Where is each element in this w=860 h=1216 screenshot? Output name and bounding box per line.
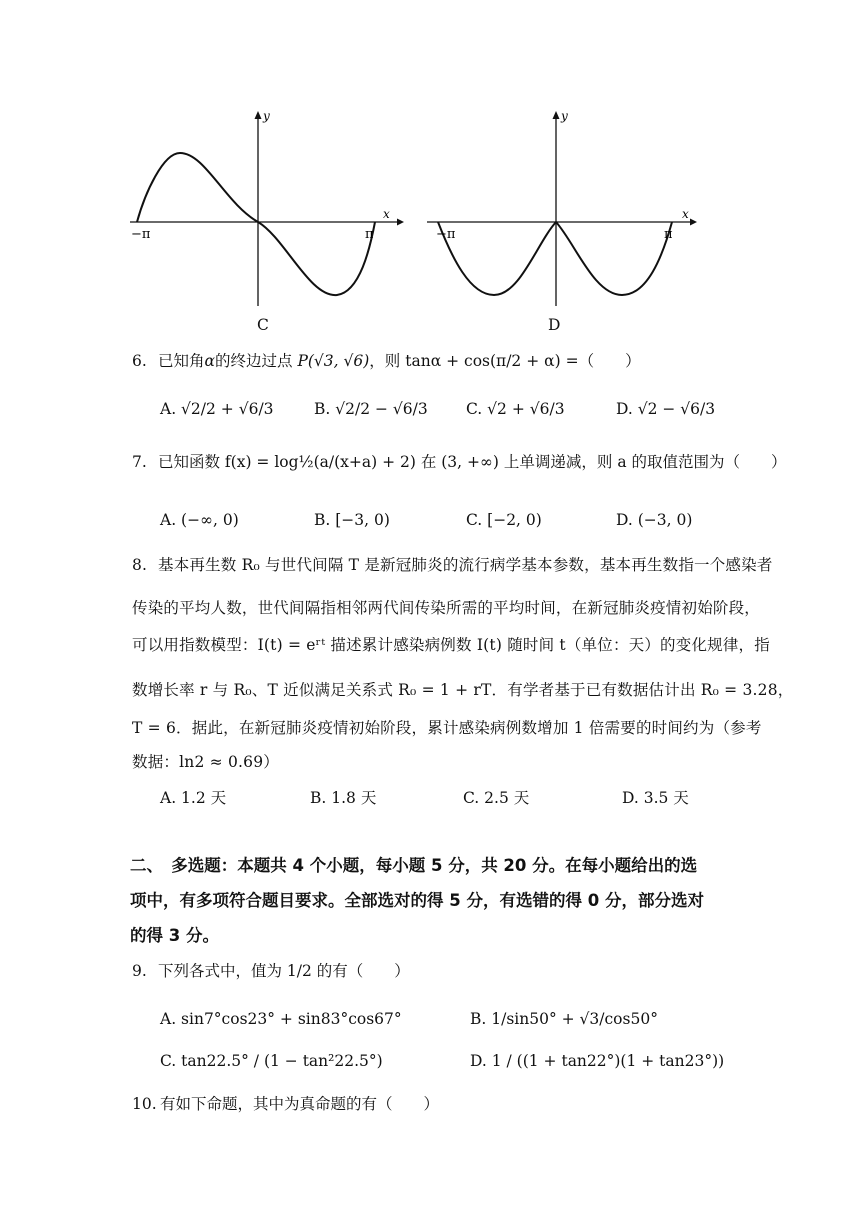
neg-pi-label: −π bbox=[436, 227, 456, 242]
y-axis-label: y bbox=[263, 109, 270, 123]
x-axis-label: x bbox=[682, 207, 689, 221]
curve-d bbox=[438, 222, 672, 295]
q9-number: 9. bbox=[132, 962, 147, 980]
q6-stem bbox=[158, 350, 641, 372]
section-2-line-1: 二、 多选题：本题共 4 个小题，每小题 5 分，共 20 分。在每小题给出的选 bbox=[130, 856, 698, 875]
q6-number: 6. bbox=[132, 352, 147, 370]
q6-option-d[interactable]: D. √2 − √6/3 bbox=[616, 400, 716, 418]
q9-option-d[interactable]: D. 1 / ((1 + tan22°)(1 + tan23°)) bbox=[470, 1052, 725, 1070]
q8-line-6: 数据：ln2 ≈ 0.69） bbox=[132, 753, 279, 771]
q8-number: 8. bbox=[132, 556, 148, 574]
x-axis-label: x bbox=[383, 207, 390, 221]
q10-number: 10. bbox=[132, 1095, 157, 1113]
q6-stem-pre: 已知角 bbox=[158, 352, 205, 370]
q8-line-5: T = 6．据此，在新冠肺炎疫情初始阶段，累计感染病例数增加 1 倍需要的时间约为（参考 bbox=[132, 719, 762, 737]
q7-option-b[interactable]: B. [−3, 0) bbox=[314, 511, 390, 529]
q8-line-4: 数增长率 r 与 R₀、T 近似满足关系式 R₀ = 1 + rT．有学者基于已有数据估计出 R₀ = 3.28， bbox=[132, 681, 794, 699]
pi-label: π bbox=[664, 227, 673, 242]
q8-option-b[interactable]: B. 1.8 天 bbox=[310, 789, 377, 807]
q8-line-2: 传染的平均人数，世代间隔指相邻两代间传染所需的平均时间，在新冠肺炎疫情初始阶段， bbox=[132, 599, 761, 617]
graph-c bbox=[125, 108, 405, 308]
q7-stem: 已知函数 f(x) = log½(a/(x+a) + 2) 在 (3, +∞) 上单调递减，则 a 的取值范围为（ ） bbox=[158, 453, 787, 471]
graph-c-label: C bbox=[257, 316, 269, 334]
q7-number: 7. bbox=[132, 453, 147, 471]
q6-option-c[interactable]: C. √2 + √6/3 bbox=[466, 400, 565, 418]
q6-stem-mid: 的终边过点 bbox=[214, 352, 293, 370]
q7-option-a[interactable]: A. (−∞, 0) bbox=[160, 511, 239, 529]
q6-stem-then: ，则 bbox=[369, 352, 401, 370]
pi-label: π bbox=[365, 227, 374, 242]
graph-d-label: D bbox=[548, 316, 561, 334]
q7-option-c[interactable]: C. [−2, 0) bbox=[466, 511, 542, 529]
q7-option-d[interactable]: D. (−3, 0) bbox=[616, 511, 693, 529]
q6-point: P(√3, √6) bbox=[297, 352, 370, 370]
y-axis-label: y bbox=[561, 109, 568, 123]
q9-option-c[interactable]: C. tan22.5° / (1 − tan²22.5°) bbox=[160, 1052, 383, 1070]
q10-stem: 有如下命题，其中为真命题的有（ ） bbox=[160, 1095, 440, 1113]
q6-expression: tanα + cos(π/2 + α) =（ ） bbox=[405, 352, 641, 370]
curve-c bbox=[137, 153, 375, 295]
q6-option-b[interactable]: B. √2/2 − √6/3 bbox=[314, 400, 428, 418]
q8-option-a[interactable]: A. 1.2 天 bbox=[160, 789, 227, 807]
q6-option-a[interactable]: A. √2/2 + √6/3 bbox=[160, 400, 274, 418]
q8-line-1: 基本再生数 R₀ 与世代间隔 T 是新冠肺炎的流行病学基本参数，基本再生数指一个感染者 bbox=[158, 556, 773, 574]
section-2-line-2: 项中，有多项符合题目要求。全部选对的得 5 分，有选错的得 0 分，部分选对 bbox=[130, 891, 704, 910]
q8-option-d[interactable]: D. 3.5 天 bbox=[622, 789, 689, 807]
q8-line-3: 可以用指数模型：I(t) = eʳᵗ 描述累计感染病例数 I(t) 随时间 t（单位：天）的变化规律，指 bbox=[132, 636, 770, 654]
q9-option-a[interactable]: A. sin7°cos23° + sin83°cos67° bbox=[160, 1010, 402, 1028]
graph-d bbox=[422, 108, 702, 308]
q9-stem: 下列各式中，值为 1/2 的有（ ） bbox=[158, 962, 410, 980]
neg-pi-label: −π bbox=[131, 227, 151, 242]
q9-option-b[interactable]: B. 1/sin50° + √3/cos50° bbox=[470, 1010, 658, 1028]
section-2-line-3: 的得 3 分。 bbox=[130, 926, 219, 945]
q8-option-c[interactable]: C. 2.5 天 bbox=[463, 789, 530, 807]
q6-alpha: α bbox=[204, 352, 215, 370]
